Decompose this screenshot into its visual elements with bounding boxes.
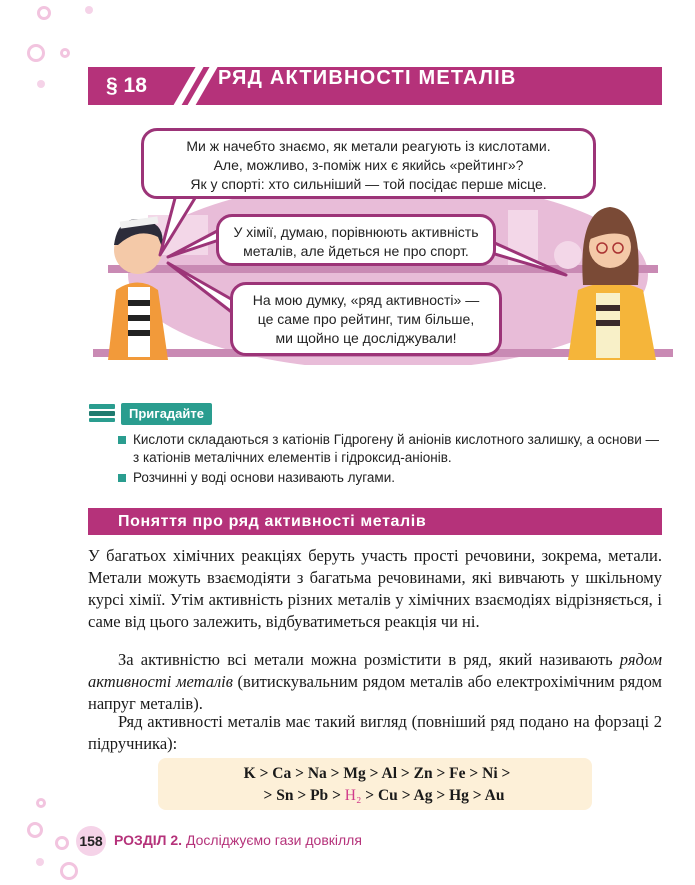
subsection-title: Поняття про ряд активності металів bbox=[88, 508, 662, 535]
metal-symbol: Ag bbox=[413, 787, 433, 804]
dialogue-illustration bbox=[88, 115, 678, 365]
list-item: Розчинні у воді основи називають лугами. bbox=[118, 469, 663, 487]
series-separator: > bbox=[468, 787, 485, 804]
decor-dot bbox=[36, 798, 46, 808]
metal-symbol: Au bbox=[484, 787, 505, 804]
series-separator: > bbox=[432, 787, 450, 804]
series-separator: > bbox=[465, 765, 483, 782]
series-separator: > bbox=[365, 765, 382, 782]
metal-symbol: K bbox=[243, 765, 256, 782]
paragraph-text: Ряд активності металів має такий вигляд (повніший ряд подано на форзаці 2 підручника): bbox=[88, 712, 662, 753]
bubble-line: Як у спорті: хто сильніший — той посідає перше місце. bbox=[190, 176, 547, 192]
bubble-line: Але, можливо, з-поміж них є якийсь «рейтинг»? bbox=[213, 157, 524, 173]
metal-symbol: Mg bbox=[343, 765, 366, 782]
paragraph-text: (витискувальним рядом металів або електрохімічним рядом напруг металів). bbox=[88, 672, 662, 713]
metal-symbol: Pb bbox=[310, 787, 329, 804]
speech-bubble-boy-1 bbox=[141, 128, 596, 199]
decor-dot bbox=[27, 44, 45, 62]
decor-dot bbox=[60, 862, 78, 880]
paragraph-2 bbox=[88, 649, 662, 715]
page-number: 158 bbox=[76, 826, 106, 856]
activity-series-box bbox=[158, 758, 592, 810]
series-separator: > bbox=[328, 787, 345, 804]
metal-symbol: Ca bbox=[272, 765, 292, 782]
speech-bubble-girl bbox=[216, 214, 496, 266]
series-separator: > bbox=[397, 787, 414, 804]
metal-symbol: H₂ bbox=[344, 787, 362, 804]
metal-symbol: Al bbox=[381, 765, 398, 782]
bubble-line: це саме про рейтинг, тим більше, bbox=[257, 311, 475, 327]
bubble-line: ми щойно це досліджували! bbox=[275, 330, 457, 346]
bubble-line: Ми ж начебто знаємо, як метали реагують із кислотами. bbox=[186, 138, 551, 154]
metal-symbol: Hg bbox=[449, 787, 469, 804]
paragraph-1 bbox=[88, 545, 662, 633]
metal-symbol: Fe bbox=[449, 765, 466, 782]
section-header bbox=[88, 67, 662, 105]
decor-dot bbox=[60, 48, 70, 58]
paragraph-text: За активністю всі метали можна розмістити в ряд, який називають bbox=[118, 650, 620, 669]
remember-label: Пригадайте bbox=[121, 403, 212, 425]
bubble-line: У хімії, думаю, порівнюють активність bbox=[233, 224, 479, 240]
series-separator: > bbox=[326, 765, 344, 782]
section-title: РЯД АКТИВНОСТІ МЕТАЛІВ bbox=[218, 67, 517, 89]
series-separator: > bbox=[397, 765, 414, 782]
series-separator: > bbox=[361, 787, 378, 804]
term-italic: рядом активності металів bbox=[88, 650, 662, 691]
decor-dot bbox=[37, 80, 45, 88]
metal-symbol: Ni bbox=[482, 765, 498, 782]
series-separator: > bbox=[263, 787, 277, 804]
series-separator: > bbox=[497, 765, 511, 782]
decor-dot bbox=[85, 6, 93, 14]
decor-dot bbox=[37, 6, 51, 20]
activity-series-row-2 bbox=[158, 785, 592, 807]
chapter-label: РОЗДІЛ 2. bbox=[114, 832, 183, 848]
paragraph-text: У багатьох хімічних реакціях беруть участь прості речовини, зокрема, метали. Метали можуть взаємодіяти з багатьма речовинами, які вивчають у шкільному курсі хімії. Утім активність різних металів у хімічних взаємодіях відрізняється, і саме від цього залежить, відбуватиметься реакція чи ні. bbox=[88, 546, 662, 631]
metal-symbol: Sn bbox=[276, 787, 294, 804]
activity-series-row-1 bbox=[158, 763, 592, 785]
series-separator: > bbox=[291, 765, 308, 782]
bubble-line: металів, але йдеться не про спорт. bbox=[243, 243, 469, 259]
series-separator: > bbox=[255, 765, 273, 782]
decor-dot bbox=[55, 836, 69, 850]
series-separator: > bbox=[293, 787, 311, 804]
metal-symbol: Na bbox=[307, 765, 327, 782]
decor-dot bbox=[36, 858, 44, 866]
paragraph-3 bbox=[88, 711, 662, 755]
section-number: § 18 bbox=[106, 74, 147, 97]
speech-bubble-boy-2 bbox=[230, 282, 502, 356]
decor-dot bbox=[27, 822, 43, 838]
series-separator: > bbox=[432, 765, 450, 782]
list-item: Кислоти складаються з катіонів Гідрогену й аніонів кислотного залишку, а основи — з катіонів металічних елементів і гідроксид-аніонів. bbox=[118, 431, 663, 467]
metal-symbol: Cu bbox=[377, 787, 398, 804]
bubble-line: На мою думку, «ряд активності» — bbox=[252, 292, 480, 308]
chapter-footer bbox=[114, 832, 362, 848]
chapter-title: Досліджуємо гази довкілля bbox=[185, 832, 362, 848]
remember-list bbox=[118, 431, 663, 489]
metal-symbol: Zn bbox=[413, 765, 433, 782]
book-icon bbox=[88, 403, 116, 423]
